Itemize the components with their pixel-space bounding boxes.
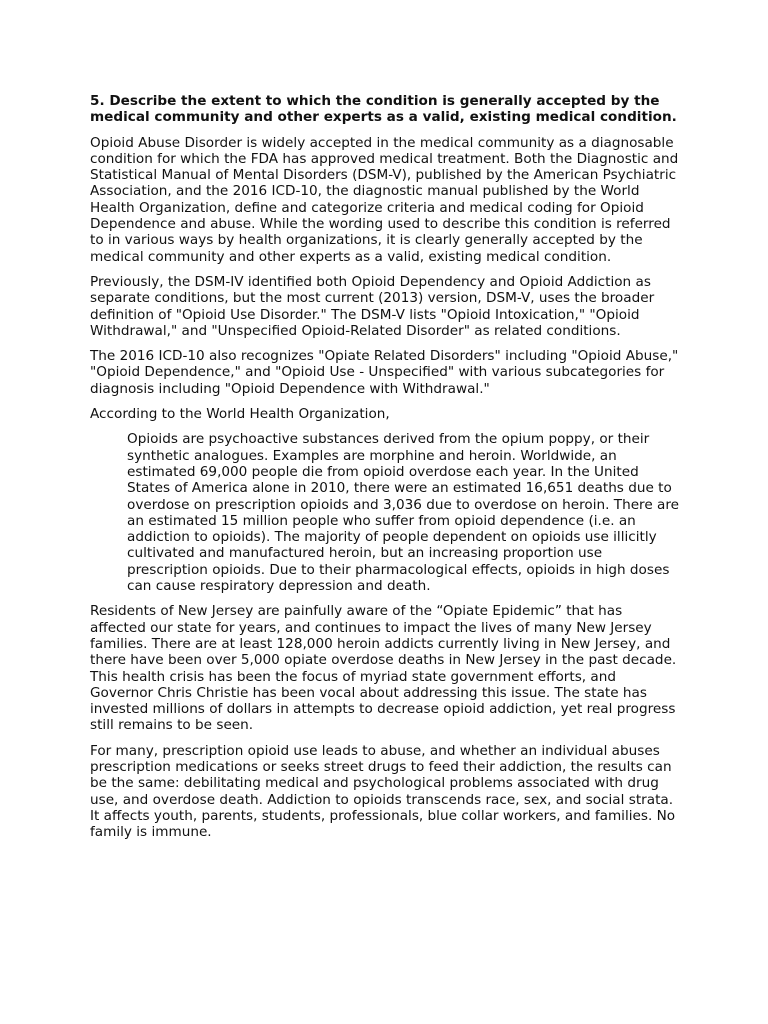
paragraph-addiction: For many, prescription opioid use leads to abuse, and whether an individual abuses prescription medications or seeks street drugs to feed their addiction, the results can be the same: debilitating medical and psychological problems associated with drug use, and overdose death. Addiction to opioids transcends race, sex, and social strata. It affects youth, parents, students, professionals, blue collar workers, and families. No family is immune. [90,742,676,841]
paragraph-new-jersey: Residents of New Jersey are painfully aware of the “Opiate Epidemic” that has affected our state for years, and continues to impact the lives of many New Jersey families. There are at least 128,000 heroin addicts currently living in New Jersey, and there have been over 5,000 opiate overdose deaths in New Jersey in the past decade. This health crisis has been the focus of myriad state government efforts, and Governor Chris Christie has been vocal about addressing this issue. The state has invested millions of dollars in attempts to decrease opioid addiction, yet real progress still remains to be seen. [90,603,677,734]
paragraph-dsm: Previously, the DSM-IV identified both Opioid Dependency and Opioid Addiction as separate conditions, but the most current (2013) version, DSM-V, uses the broader definition of "Opioid Use Disorder." The DSM-V lists "Opioid Intoxication," "Opioid Withdrawal," and "Unspecified Opioid-Related Disorder" as related conditions. [90,273,655,339]
paragraph-icd: The 2016 ICD-10 also recognizes "Opiate Related Disorders" including "Opioid Abuse," "Opioid Dependence," and "Opioid Use - Unspecified" with various subcategories for diagnosis including "Opioid Dependence with Withdrawal." [90,348,679,397]
document-page [90,93,680,849]
paragraph-acceptance: Opioid Abuse Disorder is widely accepted in the medical community as a diagnosable condition for which the FDA has approved medical treatment. Both the Diagnostic and Statistical Manual of Mental Disorders (DSM-V), published by the American Psychiatric Association, and the 2016 ICD-10, the diagnostic manual published by the World Health Organization, define and categorize criteria and medical coding for Opioid Dependence and abuse. While the wording used to describe this condition is referred to in various ways by health organizations, it is clearly generally accepted by the medical community and other experts as a valid, existing medical condition. [90,134,679,265]
question-heading: 5. Describe the extent to which the condition is generally accepted by the medical community and other experts as a valid, existing medical condition. [90,93,677,126]
paragraph-who-intro: According to the World Health Organization, [90,406,390,423]
who-blockquote: Opioids are psychoactive substances derived from the opium poppy, or their synthetic analogues. Examples are morphine and heroin. Worldwide, an estimated 69,000 people die from opioid overdose each year. In the United States of America alone in 2010, there were an estimated 16,651 deaths due to overdose on prescription opioids and 3,036 due to overdose on heroin. There are an estimated 15 million people who suffer from opioid dependence (i.e. an addiction to opioids). The majority of people dependent on opioids use illicitly cultivated and manufactured heroin, but an increasing proportion use prescription opioids. Due to their pharmacological effects, opioids in high doses can cause respiratory depression and death. [127,431,680,595]
